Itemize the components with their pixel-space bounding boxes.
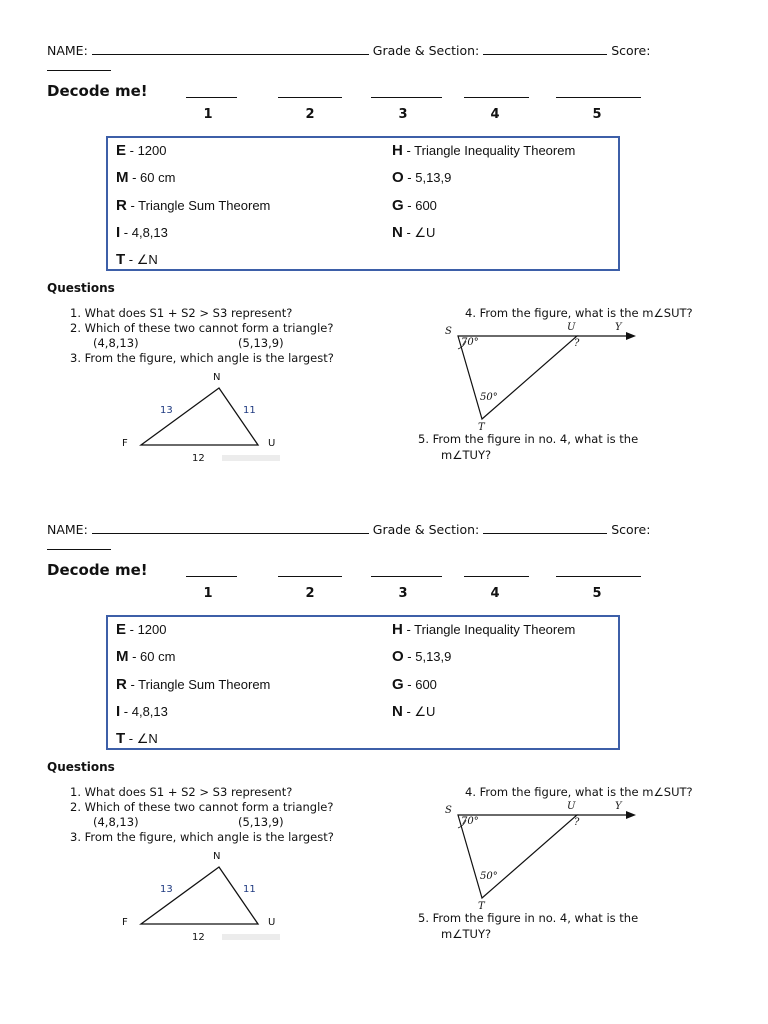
ray-arrow-icon xyxy=(626,811,636,819)
triangle-nfu xyxy=(141,388,258,445)
key-item-i: I - 4,8,13 xyxy=(116,224,168,241)
vertex-u2-label: U xyxy=(567,322,576,333)
questions-title: Questions xyxy=(47,281,115,295)
worksheet-2 xyxy=(0,479,768,959)
answer-number-2: 2 xyxy=(305,107,315,122)
angle-t-label: 50° xyxy=(480,871,498,882)
question-3: 3. From the figure, which angle is the largest? xyxy=(70,830,334,844)
vertex-f-label: F xyxy=(122,438,128,449)
key-item-e: E - 1200 xyxy=(116,621,167,638)
decode-title: Decode me! xyxy=(47,82,148,100)
question-5-line-2: m∠TUY? xyxy=(441,927,492,941)
question-2: 2. Which of these two cannot form a triangle? xyxy=(70,321,334,335)
angle-t-label: 50° xyxy=(480,392,498,403)
answer-number-4: 4 xyxy=(490,586,500,601)
grade-label: Grade & Section: xyxy=(372,43,480,58)
question-2-option-a: (4,8,13) xyxy=(93,336,139,350)
key-item-r: R - Triangle Sum Theorem xyxy=(116,676,271,693)
triangle-nfu xyxy=(141,867,258,924)
vertex-f-label: F xyxy=(122,917,128,928)
vertex-t-label: T xyxy=(478,901,485,912)
triangle-sut xyxy=(458,815,580,898)
score-label: Score: xyxy=(611,43,651,58)
vertex-t-label: T xyxy=(478,422,485,433)
answer-number-5: 5 xyxy=(592,107,602,122)
question-4: 4. From the figure, what is the m∠SUT? xyxy=(465,306,693,320)
question-2-option-b: (5,13,9) xyxy=(238,815,284,829)
name-label: NAME: xyxy=(47,43,88,58)
answer-number-4: 4 xyxy=(490,107,500,122)
worksheet-1 xyxy=(0,0,768,480)
angle-s-label: 70° xyxy=(461,337,479,348)
key-item-o: O - 5,13,9 xyxy=(392,169,452,186)
side-nu-label: 11 xyxy=(243,405,256,416)
answer-number-5: 5 xyxy=(592,586,602,601)
key-item-g: G - 600 xyxy=(392,676,437,693)
name-label: NAME: xyxy=(47,522,88,537)
vertex-s-label: S xyxy=(445,805,452,816)
key-item-i: I - 4,8,13 xyxy=(116,703,168,720)
vertex-u-label: U xyxy=(268,917,276,928)
key-item-m: M - 60 cm xyxy=(116,648,176,665)
answer-number-1: 1 xyxy=(203,107,213,122)
side-fn-label: 13 xyxy=(160,884,173,895)
triangle-nfu-figure xyxy=(0,479,768,959)
question-5-line-2: m∠TUY? xyxy=(441,448,492,462)
question-4: 4. From the figure, what is the m∠SUT? xyxy=(465,785,693,799)
side-fu-label: 12 xyxy=(192,453,205,464)
questions-title: Questions xyxy=(47,760,115,774)
decode-title: Decode me! xyxy=(47,561,148,579)
vertex-u2-label: U xyxy=(567,801,576,812)
grade-label: Grade & Section: xyxy=(372,522,480,537)
vertex-n-label: N xyxy=(213,851,221,862)
key-item-h: H - Triangle Inequality Theorem xyxy=(392,621,576,638)
ray-arrow-icon xyxy=(626,332,636,340)
angle-s-label: 70° xyxy=(461,816,479,827)
key-item-n: N - ∠U xyxy=(392,224,436,241)
vertex-n-label: N xyxy=(213,372,221,383)
question-1: 1. What does S1 + S2 > S3 represent? xyxy=(70,306,293,320)
answer-number-1: 1 xyxy=(203,586,213,601)
vertex-y-label: Y xyxy=(615,801,622,812)
triangle-nfu-figure xyxy=(0,0,768,480)
side-nu-label: 11 xyxy=(243,884,256,895)
answer-number-2: 2 xyxy=(305,586,315,601)
score-label: Score: xyxy=(611,522,651,537)
key-item-g: G - 600 xyxy=(392,197,437,214)
vertex-y-label: Y xyxy=(615,322,622,333)
question-5-line-1: 5. From the figure in no. 4, what is the xyxy=(418,432,639,446)
question-5-line-1: 5. From the figure in no. 4, what is the xyxy=(418,911,639,925)
answer-number-3: 3 xyxy=(398,107,408,122)
question-3: 3. From the figure, which angle is the largest? xyxy=(70,351,334,365)
vertex-s-label: S xyxy=(445,326,452,337)
key-item-o: O - 5,13,9 xyxy=(392,648,452,665)
vertex-u-label: U xyxy=(268,438,276,449)
key-item-h: H - Triangle Inequality Theorem xyxy=(392,142,576,159)
angle-u-label: ? xyxy=(574,338,580,349)
key-item-m: M - 60 cm xyxy=(116,169,176,186)
scan-smudge xyxy=(222,934,280,940)
key-item-t: T - ∠N xyxy=(116,251,158,268)
key-item-r: R - Triangle Sum Theorem xyxy=(116,197,271,214)
question-2-option-a: (4,8,13) xyxy=(93,815,139,829)
side-fn-label: 13 xyxy=(160,405,173,416)
angle-u-label: ? xyxy=(574,817,580,828)
key-item-n: N - ∠U xyxy=(392,703,436,720)
question-2: 2. Which of these two cannot form a triangle? xyxy=(70,800,334,814)
key-item-t: T - ∠N xyxy=(116,730,158,747)
side-fu-label: 12 xyxy=(192,932,205,943)
question-2-option-b: (5,13,9) xyxy=(238,336,284,350)
question-1: 1. What does S1 + S2 > S3 represent? xyxy=(70,785,293,799)
answer-number-3: 3 xyxy=(398,586,408,601)
triangle-sut xyxy=(458,336,580,419)
scan-smudge xyxy=(222,455,280,461)
key-item-e: E - 1200 xyxy=(116,142,167,159)
